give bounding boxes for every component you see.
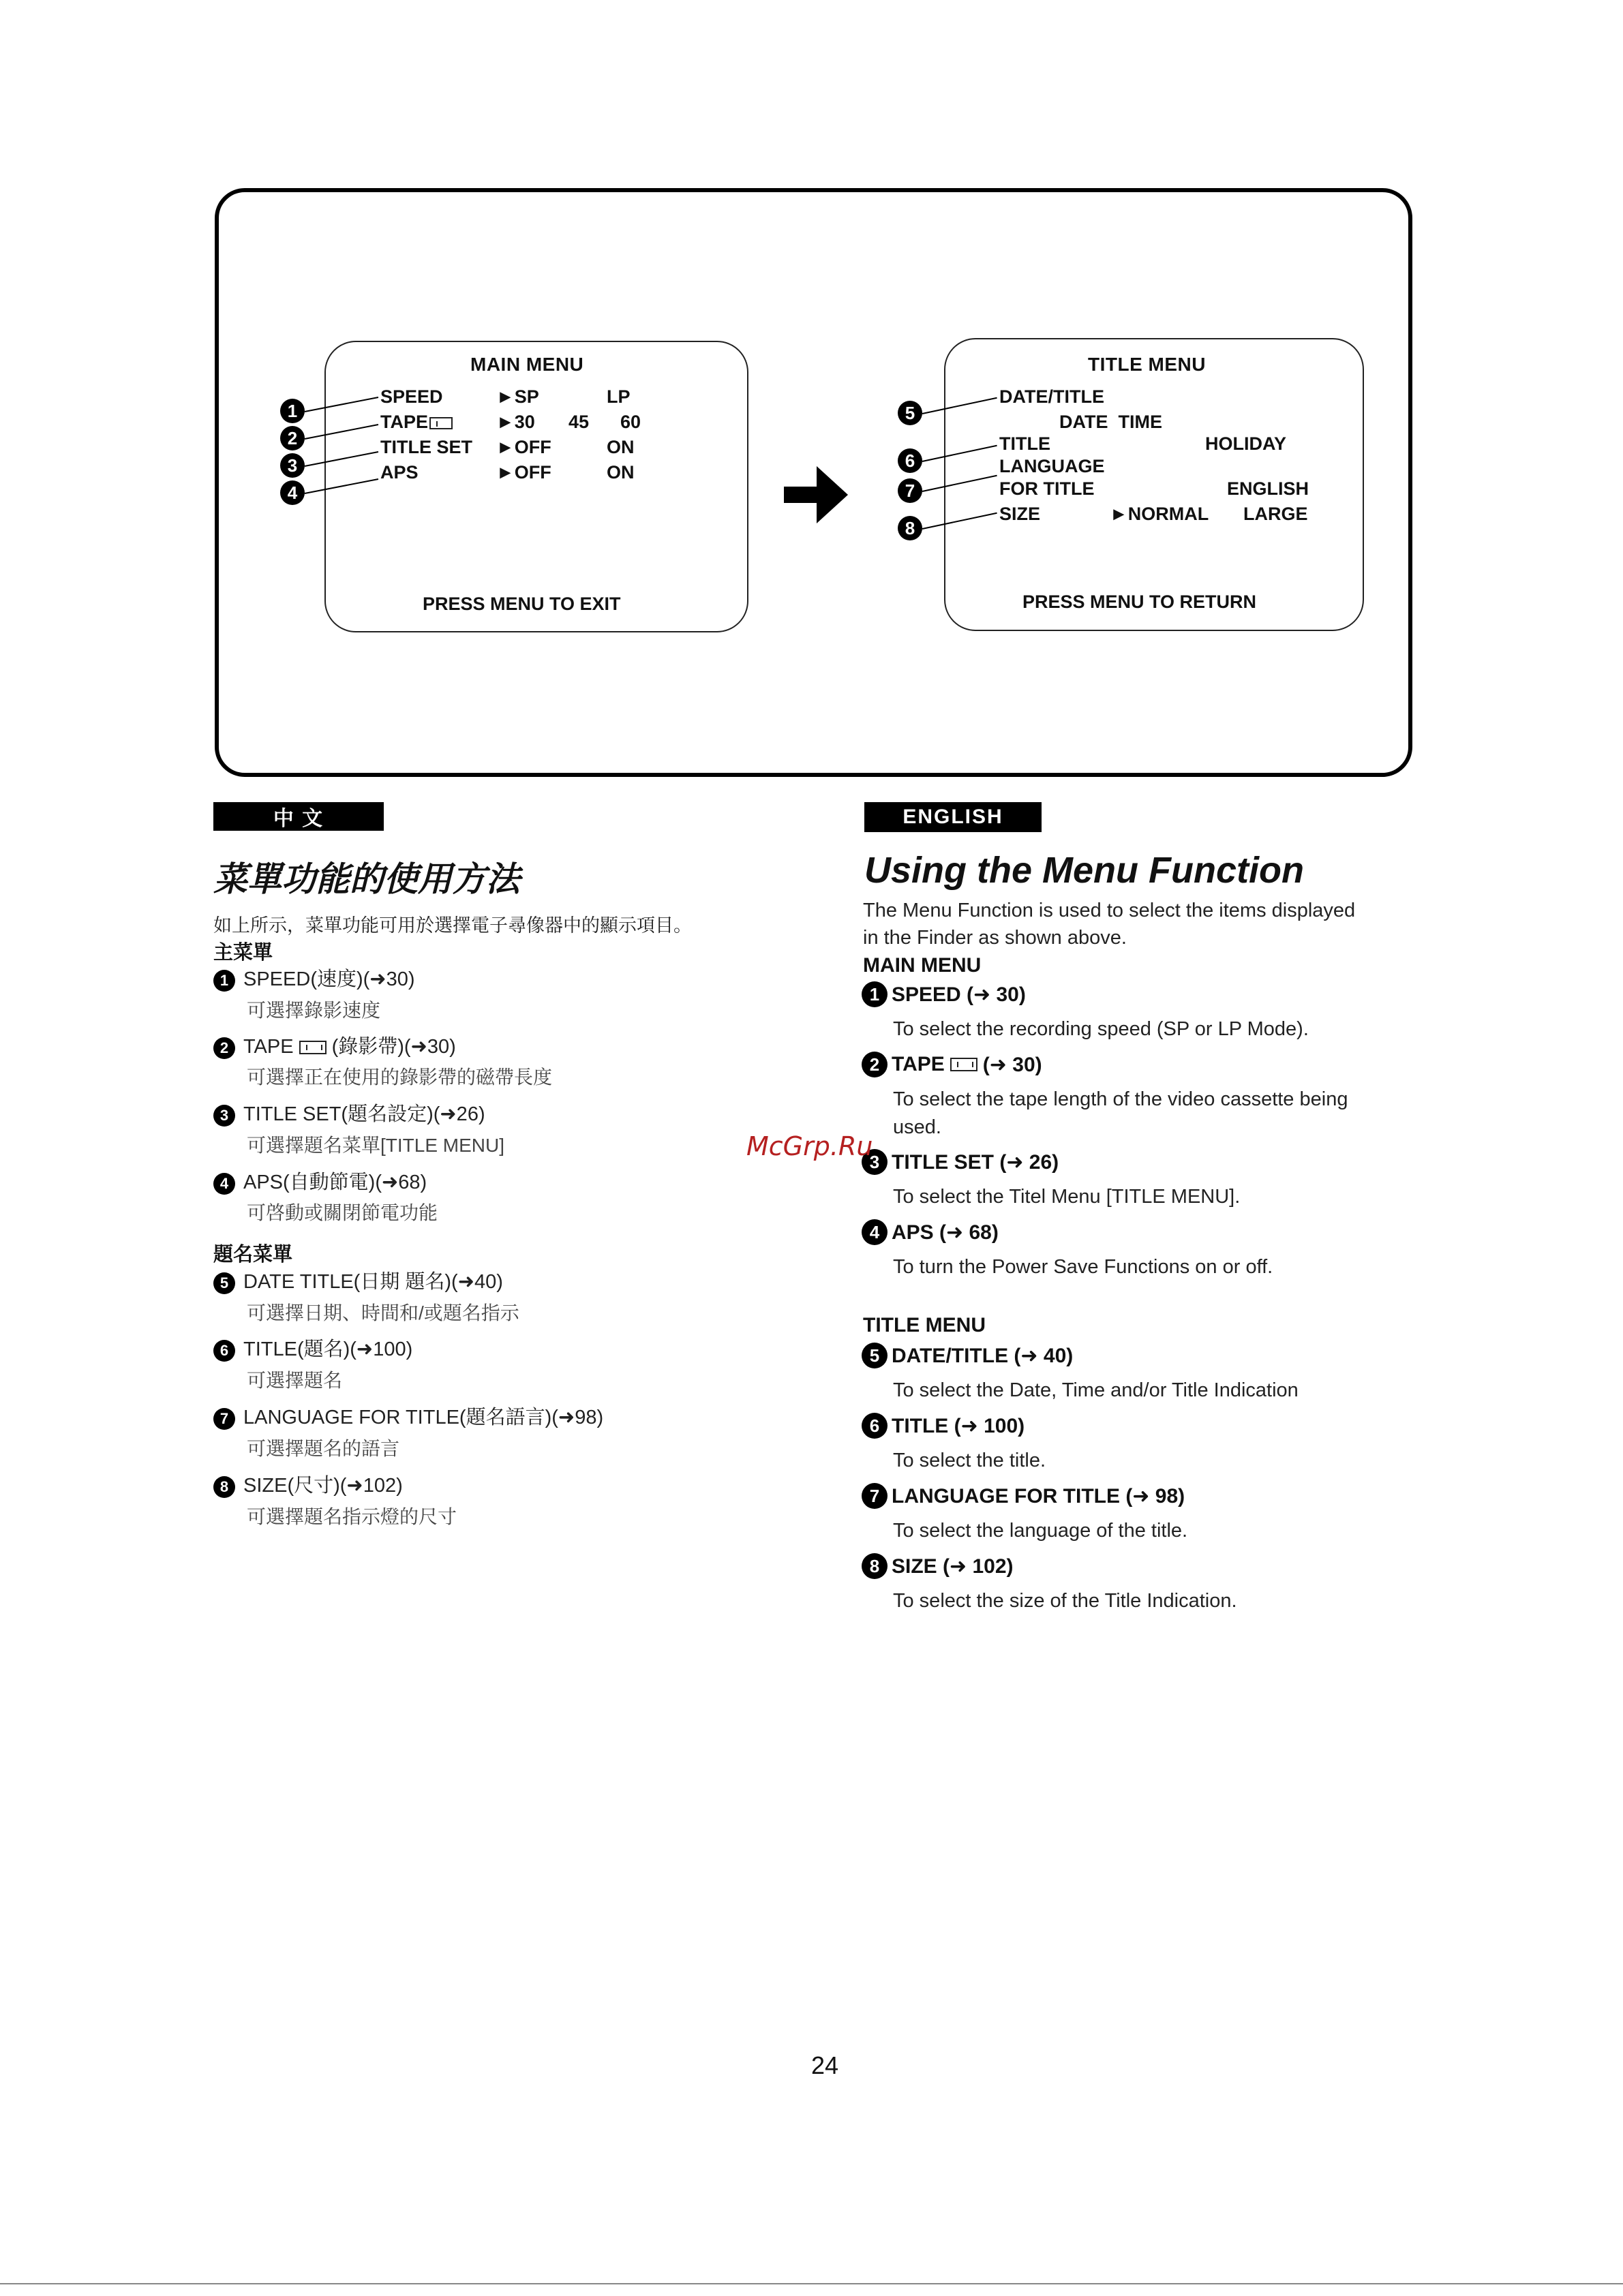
zh-item-2-head-pre: TAPE xyxy=(243,1036,294,1058)
en-item-2-head-pre: TAPE xyxy=(892,1053,945,1075)
en-item-7 xyxy=(862,1483,1185,1509)
callout-6: 6 xyxy=(898,448,922,473)
title-menu-row-language-label: LANGUAGE xyxy=(999,456,1105,476)
title-menu-row-size-value: ►NORMAL xyxy=(1110,504,1209,524)
zh-item-2 xyxy=(213,1031,456,1059)
en-item-7-head: LANGUAGE FOR TITLE (➜ 98) xyxy=(892,1484,1185,1507)
zh-item-8-head: SIZE(尺寸)(➜102) xyxy=(243,1475,403,1497)
bullet-7: 7 xyxy=(862,1483,888,1509)
en-item-5-desc: To select the Date, Time and/or Title Indication xyxy=(893,1379,1299,1401)
callout-1: 1 xyxy=(280,399,305,423)
bullet-8: 8 xyxy=(862,1553,888,1579)
en-intro-line-2: in the Finder as shown above. xyxy=(863,927,1127,949)
en-item-4-head: APS (➜ 68) xyxy=(892,1221,999,1244)
zh-item-8 xyxy=(213,1470,403,1498)
en-item-5-head: DATE/TITLE (➜ 40) xyxy=(892,1344,1074,1367)
en-main-menu-heading: MAIN MENU xyxy=(863,954,982,977)
bullet-6: 6 xyxy=(862,1413,888,1439)
main-menu-row-speed-v1: ►SP xyxy=(496,386,539,407)
en-item-6 xyxy=(862,1413,1025,1439)
main-menu-title: MAIN MENU xyxy=(470,354,584,375)
main-menu-row-tape-label xyxy=(380,412,453,433)
cassette-icon xyxy=(429,417,453,429)
zh-item-4-desc: 可啓動或關閉節電功能 xyxy=(247,1202,438,1223)
en-item-2 xyxy=(862,1052,1042,1077)
en-page-title: Using the Menu Function xyxy=(864,850,1304,891)
bullet-4: 4 xyxy=(213,1173,235,1195)
callout-7: 7 xyxy=(898,478,922,503)
en-item-4 xyxy=(862,1219,999,1245)
en-item-6-head: TITLE (➜ 100) xyxy=(892,1414,1025,1437)
bullet-2: 2 xyxy=(862,1052,888,1077)
zh-item-5-head: DATE TITLE(日期 題名)(➜40) xyxy=(243,1271,503,1293)
bullet-4: 4 xyxy=(862,1219,888,1245)
title-menu-row-datetitle-label2: DATE TIME xyxy=(1059,412,1162,432)
en-item-3 xyxy=(862,1149,1059,1175)
bullet-1: 1 xyxy=(213,970,235,992)
bullet-6: 6 xyxy=(213,1340,235,1362)
en-item-1-head: SPEED (➜ 30) xyxy=(892,983,1026,1006)
bullet-1: 1 xyxy=(862,981,888,1007)
title-menu-row-language-value: ENGLISH xyxy=(1227,478,1309,499)
main-menu-screen xyxy=(324,341,748,632)
callout-8: 8 xyxy=(898,516,922,540)
cassette-icon xyxy=(299,1041,327,1054)
zh-item-1 xyxy=(213,964,415,992)
zh-item-3 xyxy=(213,1099,485,1127)
main-menu-row-titleset-label: TITLE SET xyxy=(380,437,472,457)
bullet-7: 7 xyxy=(213,1408,235,1430)
en-item-1 xyxy=(862,981,1026,1007)
main-menu-row-aps-label: APS xyxy=(380,462,419,483)
en-title-menu-heading: TITLE MENU xyxy=(863,1314,986,1336)
page-number: 24 xyxy=(811,2051,839,2079)
zh-intro: 如上所示，菜單功能可用於選擇電子尋像器中的顯示項目。 xyxy=(213,915,692,936)
en-item-4-desc: To turn the Power Save Functions on or off. xyxy=(893,1256,1273,1278)
title-menu-row-language-label2: FOR TITLE xyxy=(999,478,1095,499)
main-menu-row-aps-v1: ►OFF xyxy=(496,462,551,483)
watermark: McGrp.Ru xyxy=(746,1131,873,1161)
zh-item-7-desc: 可選擇題名的語言 xyxy=(247,1438,400,1459)
zh-item-1-head: SPEED(速度)(➜30) xyxy=(243,968,415,990)
zh-item-4 xyxy=(213,1167,427,1195)
lang-label-english: ENGLISH xyxy=(864,802,1042,832)
main-menu-row-tape-v1: ►30 xyxy=(496,412,535,432)
bullet-2: 2 xyxy=(213,1037,235,1059)
en-item-8-desc: To select the size of the Title Indication. xyxy=(893,1590,1237,1612)
zh-item-6 xyxy=(213,1334,412,1362)
zh-item-8-desc: 可選擇題名指示燈的尺寸 xyxy=(247,1506,457,1527)
title-menu-row-size-value2: LARGE xyxy=(1243,504,1308,524)
callout-4: 4 xyxy=(280,480,305,505)
title-menu-row-size-label: SIZE xyxy=(999,504,1041,524)
main-menu-row-titleset-v3: ON xyxy=(607,437,635,457)
en-item-3-head: TITLE SET (➜ 26) xyxy=(892,1150,1059,1174)
en-item-3-desc: To select the Titel Menu [TITLE MENU]. xyxy=(893,1186,1241,1208)
zh-item-4-head: APS(自動節電)(➜68) xyxy=(243,1172,427,1193)
en-item-2-head-post: (➜ 30) xyxy=(982,1053,1042,1076)
en-item-7-desc: To select the language of the title. xyxy=(893,1520,1188,1542)
main-menu-row-aps-v3: ON xyxy=(607,462,635,483)
en-item-2-desc-line-1: To select the tape length of the video cassette being xyxy=(893,1088,1348,1110)
zh-item-1-desc: 可選擇錄影速度 xyxy=(247,1000,381,1021)
title-menu-title: TITLE MENU xyxy=(1088,354,1206,375)
title-menu-row-title-label: TITLE xyxy=(999,433,1050,454)
lang-label-chinese: 中 文 xyxy=(213,802,384,831)
zh-title-menu-heading: 題名菜單 xyxy=(213,1244,293,1266)
zh-item-2-desc: 可選擇正在使用的錄影帶的磁帶長度 xyxy=(247,1067,553,1088)
en-item-1-desc: To select the recording speed (SP or LP Mode). xyxy=(893,1018,1309,1040)
zh-item-6-head: TITLE(題名)(➜100) xyxy=(243,1338,413,1360)
bullet-3: 3 xyxy=(213,1105,235,1127)
en-intro-line-1: The Menu Function is used to select the items displayed xyxy=(863,900,1356,921)
zh-item-7 xyxy=(213,1402,603,1430)
bullet-8: 8 xyxy=(213,1476,235,1498)
zh-item-3-desc: 可選擇題名菜單[TITLE MENU] xyxy=(247,1135,505,1156)
bullet-5: 5 xyxy=(862,1343,888,1368)
en-item-2-desc-line-2: used. xyxy=(893,1116,941,1138)
en-item-6-desc: To select the title. xyxy=(893,1450,1046,1471)
arrow-right-icon xyxy=(784,487,818,503)
main-menu-row-tape-v2: 45 xyxy=(568,412,590,432)
en-item-5 xyxy=(862,1343,1073,1368)
bullet-5: 5 xyxy=(213,1272,235,1294)
zh-main-menu-heading: 主菜單 xyxy=(213,942,273,964)
bottom-rule xyxy=(0,2283,1623,2284)
callout-3: 3 xyxy=(280,453,305,478)
zh-item-6-desc: 可選擇題名 xyxy=(247,1370,343,1391)
en-item-8 xyxy=(862,1553,1014,1579)
zh-item-7-head: LANGUAGE FOR TITLE(題名語言)(➜98) xyxy=(243,1407,604,1428)
zh-item-5-desc: 可選擇日期、時間和/或題名指示 xyxy=(247,1302,519,1323)
callout-2: 2 xyxy=(280,426,305,450)
tape-label-text: TAPE xyxy=(380,412,429,432)
zh-item-2-head-post: (錄影帶)(➜30) xyxy=(331,1036,456,1058)
bullet-3: 3 xyxy=(862,1149,888,1175)
title-menu-row-datetitle-label: DATE/TITLE xyxy=(999,386,1104,407)
zh-item-3-head: TITLE SET(題名設定)(➜26) xyxy=(243,1103,485,1125)
title-menu-footer: PRESS MENU TO RETURN xyxy=(1022,592,1257,612)
title-menu-row-title-value: HOLIDAY xyxy=(1205,433,1287,454)
cassette-icon xyxy=(950,1058,977,1071)
main-menu-row-speed-label: SPEED xyxy=(380,386,443,407)
arrow-head-icon xyxy=(817,466,848,523)
zh-item-5 xyxy=(213,1266,503,1294)
main-menu-footer: PRESS MENU TO EXIT xyxy=(423,594,621,614)
callout-5: 5 xyxy=(898,401,922,425)
en-item-8-head: SIZE (➜ 102) xyxy=(892,1555,1014,1578)
main-menu-row-titleset-v1: ►OFF xyxy=(496,437,551,457)
main-menu-row-tape-v3: 60 xyxy=(620,412,641,432)
main-menu-row-speed-v3: LP xyxy=(607,386,631,407)
zh-page-title: 菜單功能的使用方法 xyxy=(213,860,520,898)
